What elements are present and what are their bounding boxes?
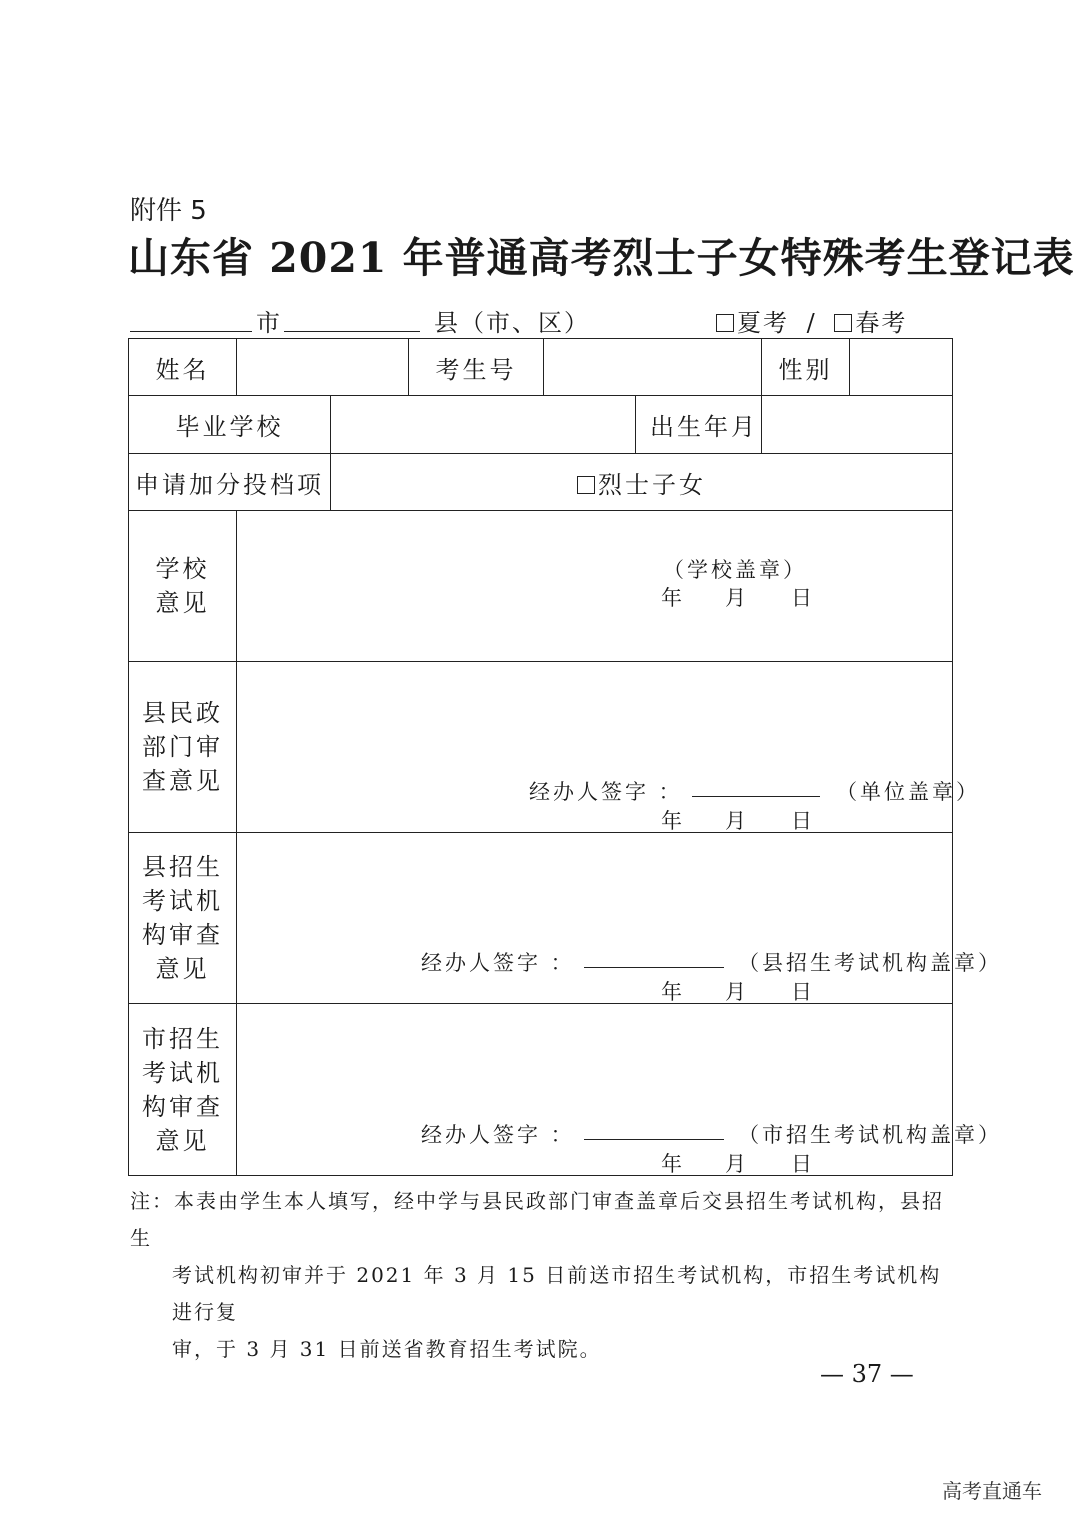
summer-checkbox[interactable] (716, 314, 734, 332)
spring-checkbox[interactable] (834, 314, 852, 332)
signature-line[interactable] (584, 1139, 724, 1140)
birth-label: 出生年月 (636, 396, 762, 454)
page-number: — 37 — (820, 1360, 914, 1388)
school-field[interactable] (331, 396, 636, 454)
attachment-label: 附件 5 (130, 196, 207, 226)
martyr-children-checkbox[interactable] (577, 476, 595, 494)
exam-type-selector (716, 303, 907, 338)
signer-label: 经办人签字 ： (421, 1123, 575, 1147)
signer-label: 经办人签字 ： (421, 951, 575, 975)
seal-label: （单位盖章） (836, 780, 981, 804)
footnote-line-1: 注：本表由学生本人填写，经中学与县民政部门审查盖章后交县招生考试机构，县招生 (130, 1189, 944, 1250)
page-title: 山东省 2021 年普通高考烈士子女特殊考生登记表 (128, 234, 1075, 282)
school-opinion-label: 学校 意见 (129, 511, 237, 662)
signature-line[interactable] (692, 796, 820, 797)
city-blank[interactable] (130, 331, 252, 332)
registration-form (128, 338, 1003, 1176)
name-label: 姓名 (129, 339, 237, 396)
separator: / (806, 309, 817, 337)
civil-signature-row (529, 776, 980, 806)
footnote (130, 1183, 956, 1368)
bonus-label: 申请加分投档项 (129, 454, 331, 511)
signer-label: 经办人签字 ： (529, 780, 683, 804)
bonus-option-label: 烈士子女 (598, 470, 706, 499)
county-blank[interactable] (284, 331, 420, 332)
exam-no-label: 考生号 (409, 339, 544, 396)
county-exam-opinion-field[interactable]: 经办人签字 ： （县招生考试机构盖章） 年 月 日 (237, 833, 953, 1004)
watermark: 高考直通车 (942, 1479, 1042, 1503)
bonus-option-cell (331, 454, 953, 511)
county-exam-opinion-label: 县招生 考试机 构审查 意见 (129, 833, 237, 1004)
civil-opinion-label: 县民政 部门审 查意见 (129, 662, 237, 833)
city-exam-opinion-label: 市招生 考试机 构审查 意见 (129, 1004, 237, 1176)
signature-line[interactable] (584, 967, 724, 968)
footnote-line-3: 审，于 3 月 31 日前送省教育招生考试院。 (172, 1337, 602, 1361)
exam-no-field[interactable] (544, 339, 762, 396)
city-exam-opinion-field[interactable]: 经办人签字 ： （市招生考试机构盖章） 年 月 日 (237, 1004, 953, 1176)
school-label: 毕业学校 (129, 396, 331, 454)
seal-label: （市招生考试机构盖章） (738, 1123, 1003, 1147)
birth-field[interactable] (762, 396, 953, 454)
school-seal-label: （学校盖章） (663, 558, 807, 582)
city-signature-row (421, 1119, 1002, 1149)
school-opinion-field[interactable]: （学校盖章） 年 月 日 (237, 511, 953, 662)
footnote-line-2: 考试机构初审并于 2021 年 3 月 15 日前送市招生考试机构，市招生考试机构进行复 (172, 1263, 942, 1324)
spring-label: 春考 (855, 309, 908, 337)
county-label: 县（市、区） (434, 309, 590, 337)
gender-field[interactable] (850, 339, 953, 396)
name-field[interactable] (237, 339, 409, 396)
summer-label: 夏考 (737, 309, 789, 337)
county-signature-row (421, 947, 1002, 977)
civil-opinion-field[interactable]: 经办人签字 ： （单位盖章） 年 月 日 (237, 662, 953, 833)
seal-label: （县招生考试机构盖章） (738, 951, 1003, 975)
gender-label: 性别 (762, 339, 850, 396)
city-label: 市 (256, 309, 282, 337)
